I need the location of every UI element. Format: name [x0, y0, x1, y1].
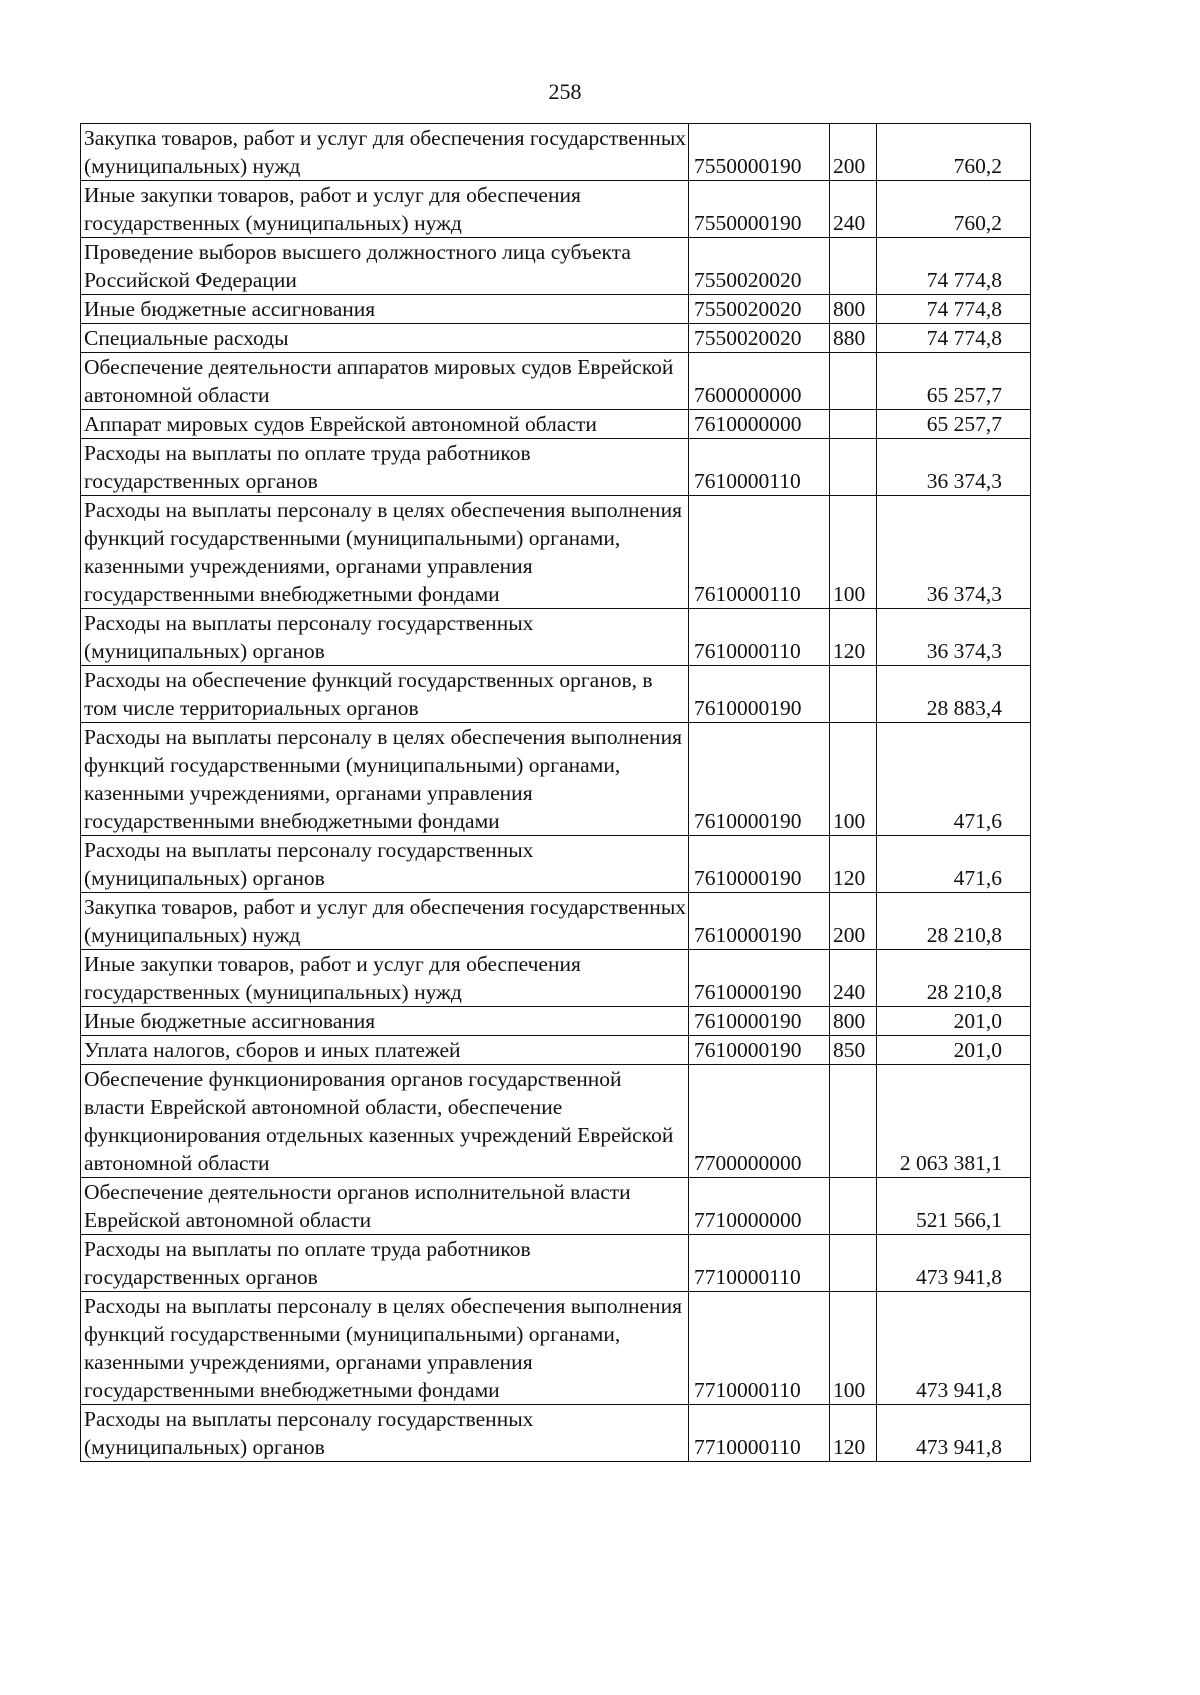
row-expense-type-cell — [830, 353, 877, 410]
table-row — [81, 353, 1031, 410]
row-sum-cell: 74 774,8 — [877, 295, 1031, 324]
row-expense-type-cell: 240 — [830, 181, 877, 238]
row-expense-type-cell: 100 — [830, 496, 877, 609]
row-code-cell: 7550000190 — [689, 181, 830, 238]
row-name-cell: Иные бюджетные ассигнования — [81, 295, 689, 324]
table-row — [81, 181, 1031, 238]
table-row — [81, 295, 1031, 324]
row-name-cell: Расходы на выплаты персоналу государственных (муниципальных) органов — [81, 609, 689, 666]
row-sum-cell: 760,2 — [877, 181, 1031, 238]
table-row — [81, 1292, 1031, 1405]
row-expense-type-cell: 200 — [830, 893, 877, 950]
row-sum-cell: 201,0 — [877, 1036, 1031, 1065]
row-expense-type-cell: 880 — [830, 324, 877, 353]
row-sum-cell: 473 941,8 — [877, 1405, 1031, 1462]
row-sum-cell: 65 257,7 — [877, 353, 1031, 410]
table-row — [81, 1007, 1031, 1036]
row-expense-type-cell: 200 — [830, 124, 877, 181]
row-expense-type-cell — [830, 1065, 877, 1178]
table-row — [81, 496, 1031, 609]
row-name-cell: Обеспечение деятельности аппаратов мировых судов Еврейской автономной области — [81, 353, 689, 410]
row-expense-type-cell — [830, 238, 877, 295]
table-row — [81, 609, 1031, 666]
row-code-cell: 7610000190 — [689, 836, 830, 893]
table-row — [81, 1065, 1031, 1178]
row-name-cell: Закупка товаров, работ и услуг для обеспечения государственных (муниципальных) нужд — [81, 124, 689, 181]
row-expense-type-cell: 100 — [830, 723, 877, 836]
row-name-cell: Расходы на обеспечение функций государственных органов, в том числе территориальных органов — [81, 666, 689, 723]
row-name-cell: Расходы на выплаты персоналу государственных (муниципальных) органов — [81, 836, 689, 893]
row-code-cell: 7610000190 — [689, 893, 830, 950]
row-sum-cell: 28 210,8 — [877, 950, 1031, 1007]
row-expense-type-cell: 100 — [830, 1292, 877, 1405]
row-name-cell: Иные бюджетные ассигнования — [81, 1007, 689, 1036]
row-code-cell: 7710000110 — [689, 1405, 830, 1462]
row-sum-cell: 2 063 381,1 — [877, 1065, 1031, 1178]
row-sum-cell: 471,6 — [877, 836, 1031, 893]
table-row — [81, 324, 1031, 353]
table-row — [81, 124, 1031, 181]
row-code-cell: 7610000190 — [689, 950, 830, 1007]
row-sum-cell: 36 374,3 — [877, 439, 1031, 496]
row-expense-type-cell — [830, 1178, 877, 1235]
row-sum-cell: 65 257,7 — [877, 410, 1031, 439]
row-sum-cell: 74 774,8 — [877, 324, 1031, 353]
table-row — [81, 439, 1031, 496]
row-sum-cell: 473 941,8 — [877, 1235, 1031, 1292]
row-name-cell: Расходы на выплаты по оплате труда работников государственных органов — [81, 439, 689, 496]
row-name-cell: Расходы на выплаты персоналу государственных (муниципальных) органов — [81, 1405, 689, 1462]
table-row — [81, 666, 1031, 723]
table-row — [81, 1036, 1031, 1065]
row-code-cell: 7610000110 — [689, 609, 830, 666]
row-expense-type-cell — [830, 666, 877, 723]
row-sum-cell: 471,6 — [877, 723, 1031, 836]
row-sum-cell: 201,0 — [877, 1007, 1031, 1036]
row-expense-type-cell: 120 — [830, 1405, 877, 1462]
table-row — [81, 893, 1031, 950]
table-row — [81, 410, 1031, 439]
row-expense-type-cell — [830, 1235, 877, 1292]
row-code-cell: 7610000110 — [689, 496, 830, 609]
table-row — [81, 1178, 1031, 1235]
row-expense-type-cell — [830, 439, 877, 496]
table-row — [81, 238, 1031, 295]
table-row — [81, 1235, 1031, 1292]
row-name-cell: Специальные расходы — [81, 324, 689, 353]
table-row — [81, 723, 1031, 836]
row-name-cell: Обеспечение деятельности органов исполнительной власти Еврейской автономной области — [81, 1178, 689, 1235]
page-number: 258 — [548, 79, 582, 104]
row-code-cell: 7700000000 — [689, 1065, 830, 1178]
row-expense-type-cell: 800 — [830, 295, 877, 324]
budget-table — [80, 123, 1031, 1462]
row-name-cell: Иные закупки товаров, работ и услуг для обеспечения государственных (муниципальных) нужд — [81, 181, 689, 238]
row-code-cell: 7710000000 — [689, 1178, 830, 1235]
row-code-cell: 7550020020 — [689, 295, 830, 324]
row-name-cell: Расходы на выплаты персоналу в целях обеспечения выполнения функций государственными (муниципальными) органами, казенными учреждениями, органами управления государственными внебюджетными фондами — [81, 496, 689, 609]
row-sum-cell: 473 941,8 — [877, 1292, 1031, 1405]
row-expense-type-cell: 120 — [830, 836, 877, 893]
table-row — [81, 1405, 1031, 1462]
row-expense-type-cell: 120 — [830, 609, 877, 666]
row-name-cell: Расходы на выплаты персоналу в целях обеспечения выполнения функций государственными (муниципальными) органами, казенными учреждениями, органами управления государственными внебюджетными фондами — [81, 723, 689, 836]
row-name-cell: Иные закупки товаров, работ и услуг для обеспечения государственных (муниципальных) нужд — [81, 950, 689, 1007]
row-sum-cell: 760,2 — [877, 124, 1031, 181]
row-code-cell: 7610000000 — [689, 410, 830, 439]
row-code-cell: 7610000190 — [689, 723, 830, 836]
table-row — [81, 836, 1031, 893]
row-code-cell: 7550000190 — [689, 124, 830, 181]
row-name-cell: Аппарат мировых судов Еврейской автономной области — [81, 410, 689, 439]
row-sum-cell: 36 374,3 — [877, 496, 1031, 609]
budget-table-body — [81, 124, 1031, 1462]
row-code-cell: 7610000190 — [689, 1036, 830, 1065]
row-expense-type-cell — [830, 410, 877, 439]
row-sum-cell: 36 374,3 — [877, 609, 1031, 666]
row-sum-cell: 28 210,8 — [877, 893, 1031, 950]
row-name-cell: Закупка товаров, работ и услуг для обеспечения государственных (муниципальных) нужд — [81, 893, 689, 950]
row-code-cell: 7710000110 — [689, 1235, 830, 1292]
row-name-cell: Проведение выборов высшего должностного лица субъекта Российской Федерации — [81, 238, 689, 295]
row-name-cell: Расходы на выплаты по оплате труда работников государственных органов — [81, 1235, 689, 1292]
row-code-cell: 7600000000 — [689, 353, 830, 410]
row-name-cell: Уплата налогов, сборов и иных платежей — [81, 1036, 689, 1065]
row-code-cell: 7550020020 — [689, 324, 830, 353]
row-expense-type-cell: 850 — [830, 1036, 877, 1065]
row-name-cell: Обеспечение функционирования органов государственной власти Еврейской автономной области, обеспечение функционирования отдельных казенных учреждений Еврейской автономной области — [81, 1065, 689, 1178]
row-code-cell: 7610000110 — [689, 439, 830, 496]
row-sum-cell: 521 566,1 — [877, 1178, 1031, 1235]
row-name-cell: Расходы на выплаты персоналу в целях обеспечения выполнения функций государственными (муниципальными) органами, казенными учреждениями, органами управления государственными внебюджетными фондами — [81, 1292, 689, 1405]
row-sum-cell: 28 883,4 — [877, 666, 1031, 723]
row-code-cell: 7550020020 — [689, 238, 830, 295]
row-sum-cell: 74 774,8 — [877, 238, 1031, 295]
row-code-cell: 7710000110 — [689, 1292, 830, 1405]
row-expense-type-cell: 800 — [830, 1007, 877, 1036]
row-code-cell: 7610000190 — [689, 1007, 830, 1036]
row-expense-type-cell: 240 — [830, 950, 877, 1007]
row-code-cell: 7610000190 — [689, 666, 830, 723]
table-row — [81, 950, 1031, 1007]
